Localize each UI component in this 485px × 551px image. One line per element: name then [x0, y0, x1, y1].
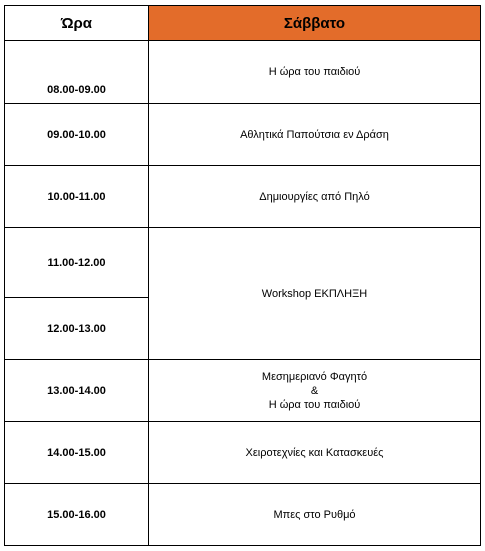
table-row [5, 422, 481, 484]
activity-cell [149, 104, 481, 166]
activity-line: Η ώρα του παιδιού [268, 66, 361, 78]
activity-line: Χειροτεχνίες και Κατασκευές [245, 446, 384, 459]
schedule-table [4, 5, 481, 546]
time-cell: 15.00-16.00 [5, 484, 149, 546]
day-column-header: Σάββατο [149, 6, 481, 41]
time-cell: 13.00-14.00 [5, 360, 149, 422]
time-column-header: Ώρα [5, 6, 149, 41]
activity-cell [149, 484, 481, 546]
table-row [5, 360, 481, 422]
time-cell: 14.00-15.00 [5, 422, 149, 484]
activity-line: Μπες στο Ρυθμό [273, 508, 356, 521]
activity-cell [149, 422, 481, 484]
time-cell: 08.00-09.00 [5, 41, 149, 104]
time-cell: 09.00-10.00 [5, 104, 149, 166]
activity-cell [149, 41, 481, 104]
table-row [5, 104, 481, 166]
table-row [5, 484, 481, 546]
activity-line: Η ώρα του παιδιού [268, 398, 361, 411]
time-cell: 12.00-13.00 [5, 298, 149, 360]
activity-line: Δημιουργίες από Πηλό [259, 190, 370, 203]
activity-cell [149, 166, 481, 228]
activity-line: Αθλητικά Παπούτσια εν Δράση [240, 128, 389, 141]
table-row [5, 166, 481, 228]
activity-line: & [310, 384, 319, 397]
activity-cell [149, 228, 481, 360]
time-cell: 10.00-11.00 [5, 166, 149, 228]
activity-line: Workshop ΕΚΠΛΗΞΗ [261, 287, 368, 300]
activity-cell [149, 360, 481, 422]
activity-line: Μεσημεριανό Φαγητό [261, 370, 368, 383]
header-row [5, 6, 481, 41]
time-cell: 11.00-12.00 [5, 228, 149, 298]
table-row [5, 41, 481, 104]
table-row [5, 228, 481, 298]
